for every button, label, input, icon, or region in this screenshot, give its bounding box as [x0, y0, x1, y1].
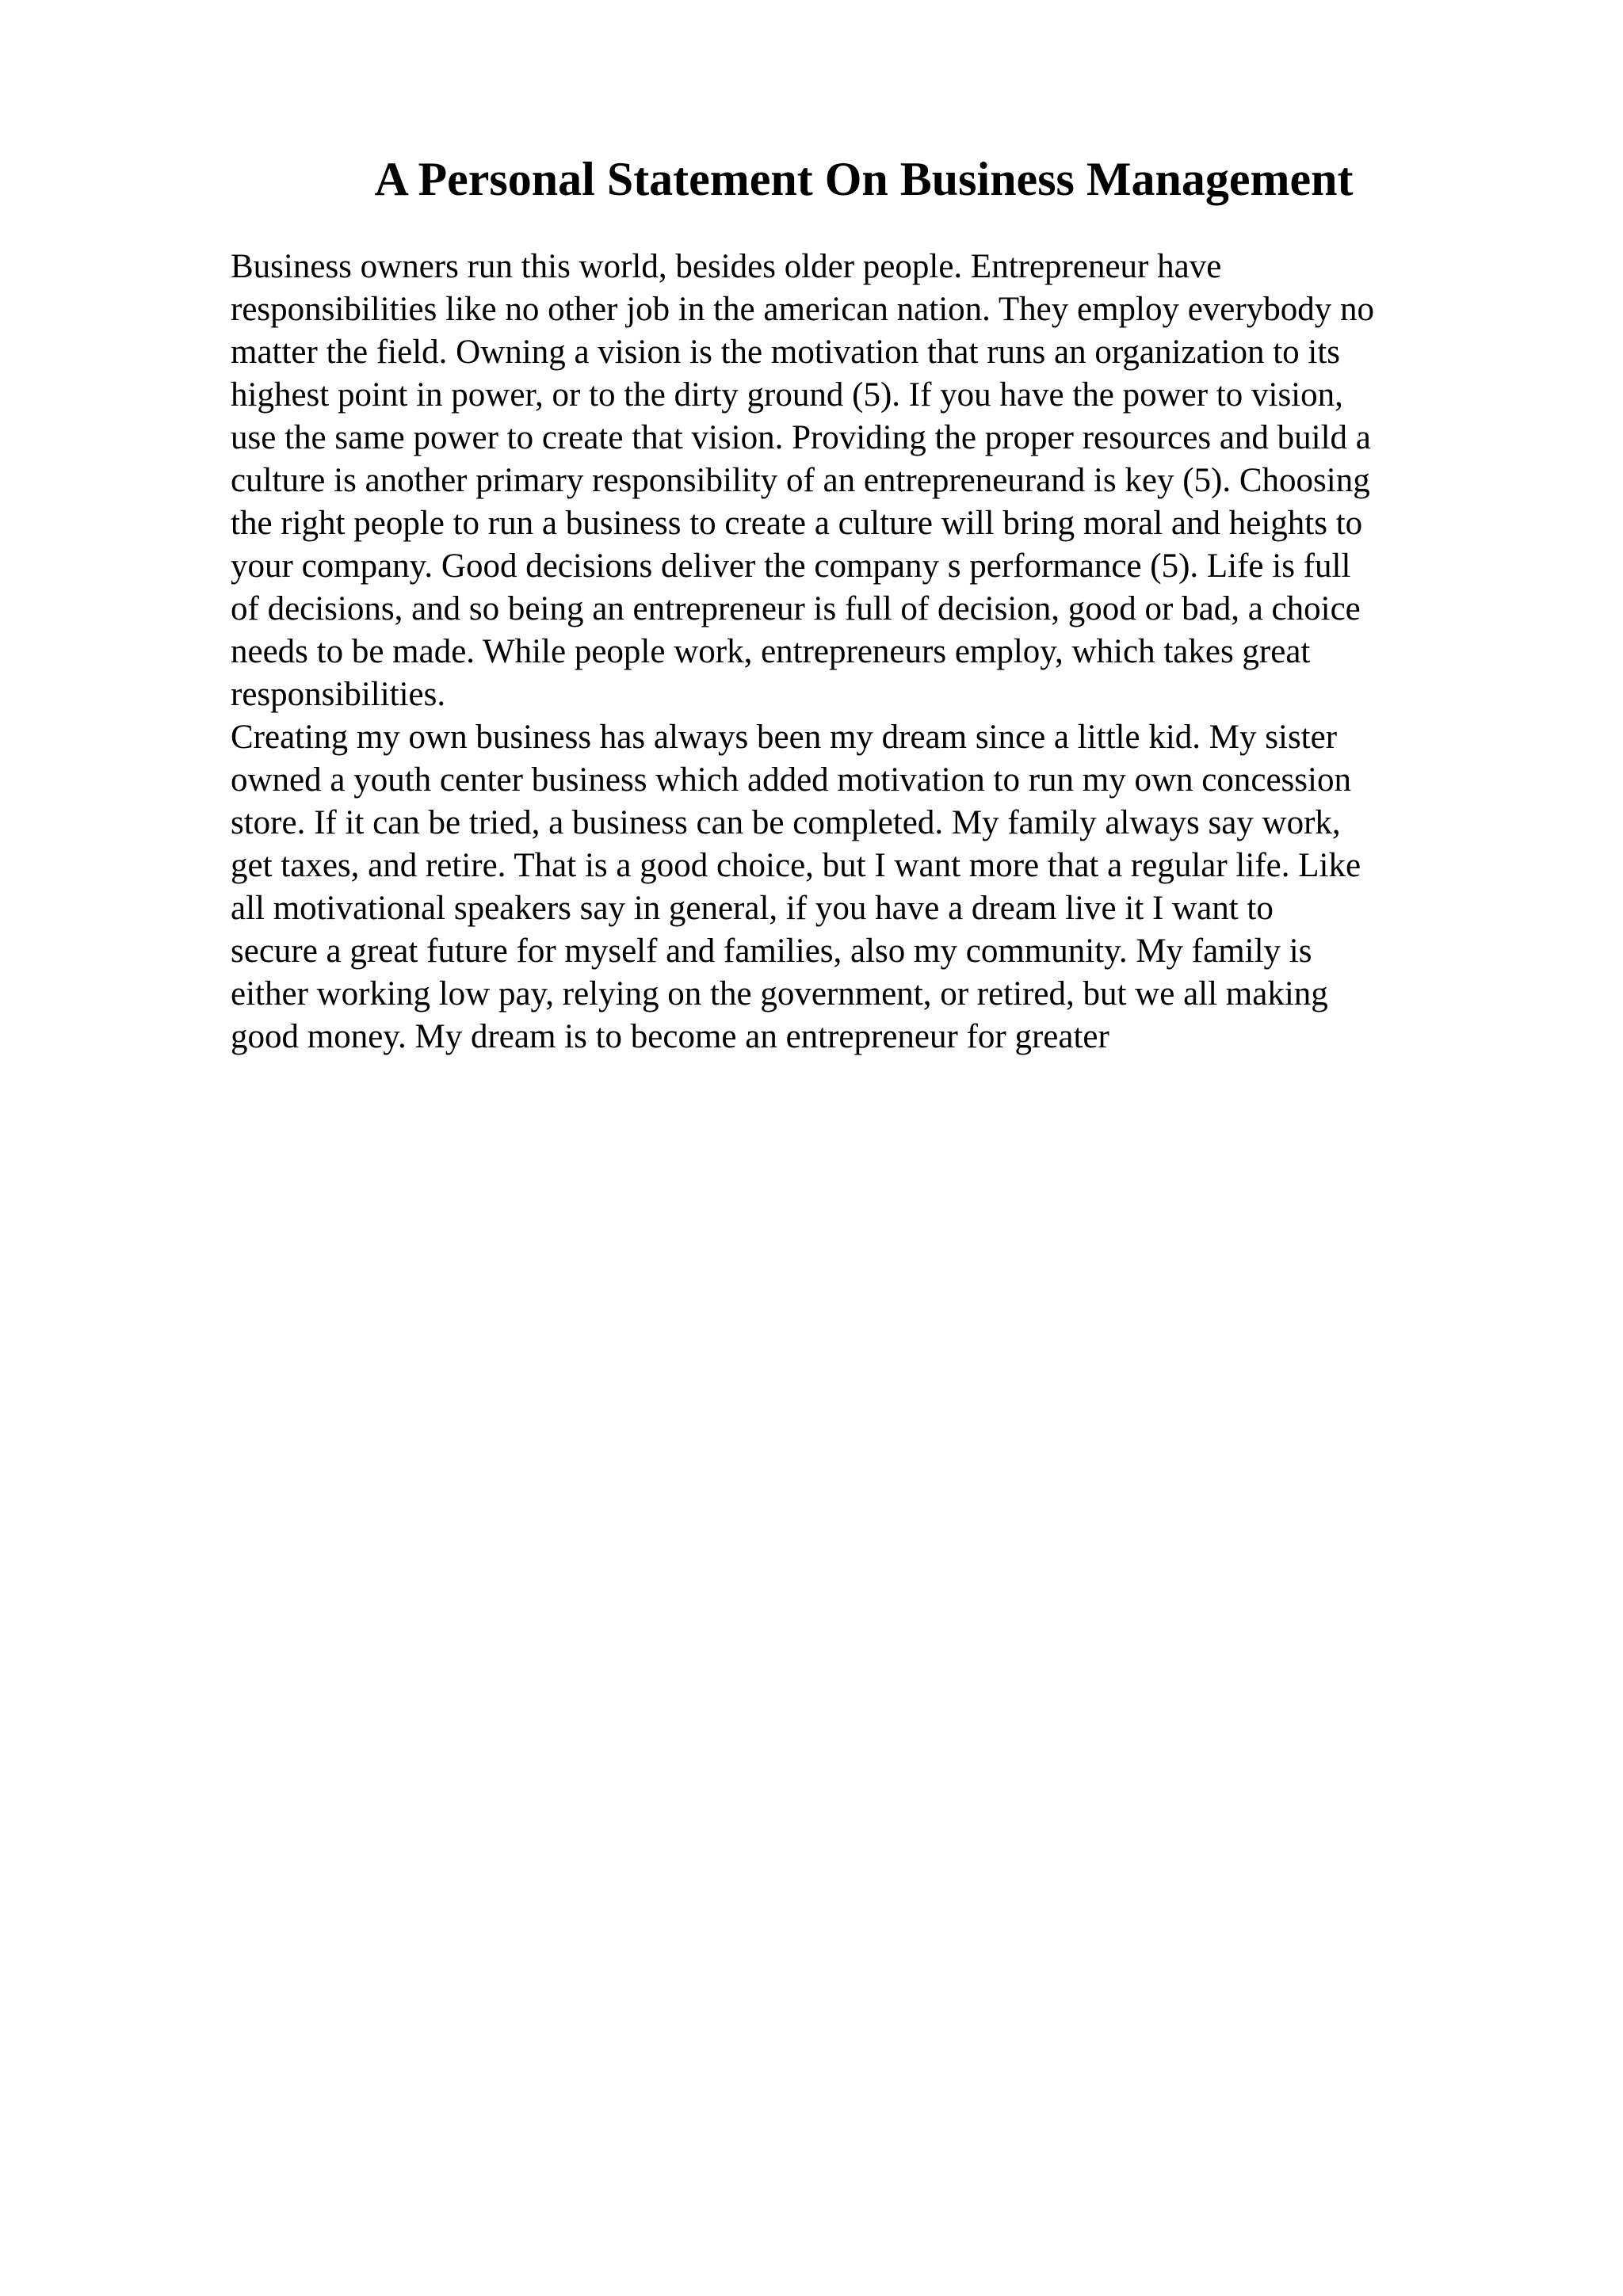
text-line: all motivational speakers say in general, if you have a dream live it I want to [231, 890, 1274, 927]
text-line: Business owners run this world, besides older people. Entrepreneur have [231, 248, 1222, 285]
text-line: use the same power to create that vision. Providing the proper resources and build a [231, 419, 1371, 456]
text-line: your company. Good decisions deliver the company s performance (5). Life is full [231, 547, 1351, 585]
document-title: A Personal Statement On Business Management [374, 153, 1354, 205]
text-line: responsibilities like no other job in the american nation. They employ everybody no [231, 291, 1374, 328]
text-line: culture is another primary responsibility of an entrepreneurand is key (5). Choosing [231, 462, 1370, 499]
text-line: the right people to run a business to create a culture will bring moral and heights to [231, 505, 1363, 542]
document-body [231, 246, 1483, 1058]
paragraph-2 [231, 716, 1483, 1058]
text-line: get taxes, and retire. That is a good choice, but I want more that a regular life. Like [231, 847, 1361, 884]
paragraph-1 [231, 246, 1483, 716]
text-line: matter the field. Owning a vision is the motivation that runs an organization to its [231, 334, 1341, 371]
text-line: secure a great future for myself and families, also my community. My family is [231, 933, 1312, 970]
text-line: of decisions, and so being an entrepreneur is full of decision, good or bad, a choice [231, 590, 1361, 627]
text-line: Creating my own business has always been my dream since a little kid. My sister [231, 719, 1338, 756]
text-line: store. If it can be tried, a business can be completed. My family always say work, [231, 804, 1341, 841]
text-line: owned a youth center business which added motivation to run my own concession [231, 761, 1351, 799]
text-line: highest point in power, or to the dirty ground (5). If you have the power to vision, [231, 376, 1343, 414]
text-line: either working low pay, relying on the government, or retired, but we all making [231, 975, 1328, 1013]
text-line: needs to be made. While people work, entrepreneurs employ, which takes great [231, 633, 1311, 670]
text-line: good money. My dream is to become an entrepreneur for greater [231, 1018, 1109, 1055]
text-line: responsibilities. [231, 676, 446, 713]
